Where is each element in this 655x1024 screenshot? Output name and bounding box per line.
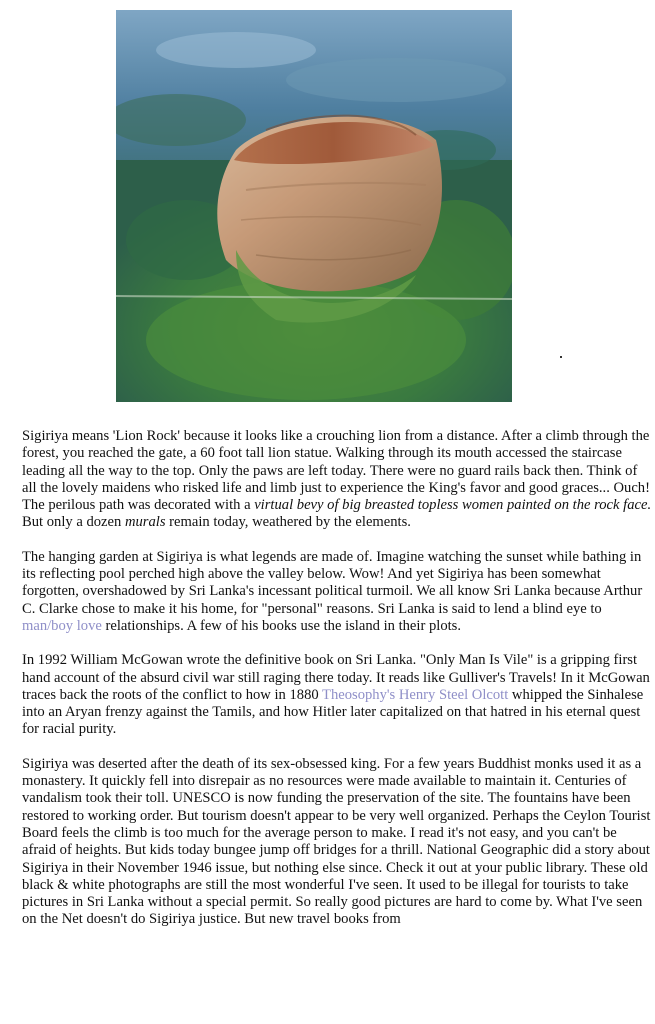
stray-mark — [560, 356, 562, 358]
paragraph-deserted — [22, 756, 654, 929]
text-run: Sigiriya was deserted after the death of its sex-obsessed king. For a few years Buddhist monks used it as a monastery. It quickly fell into disrepair as no resources were made available to maintain it. Centuries of vandalism took their toll. UNESCO is now funding the preservation of the site. The fountains have been restored to working order. But tourism doesn't appear to be very well organized. Perhaps the Ceylon Tourist Board feels the climb is too much for the average person to make. I read it's not easy, and you can't be afraid of heights. But kids today bungee jump off bridges for a thrill. National Geographic did a story about Sigiriya in their November 1946 issue, but nothing else since. Check it out at your public library. These old black & white photographs are still the most wonderful I've seen. It used to be illegal for tourists to take pictures in Sri Lanka without a special permit. So really good pictures are hard to come by. What I've seen on the Net doesn't do Sigiriya justice. But new travel books from — [22, 755, 651, 928]
text-run: The hanging garden at Sigiriya is what legends are made of. Imagine watching the sunset while bathing in its reflecting pool perched high above the valley below. Wow! And yet Sigiriya has been somewhat forgotten, overshadowed by Sri Lanka's incessant political turmoil. We all know Sri Lanka because Arthur C. Clarke chose to make it his home, for "personal" reasons. Sri Lanka is said to lend a blind eye to — [22, 548, 643, 617]
italic-text-run: virtual bevy of big breasted topless women painted on the rock face. — [254, 497, 652, 514]
olcott-link[interactable]: Theosophy's Henry Steel Olcott — [322, 686, 509, 703]
paragraph-lion-rock — [22, 428, 654, 532]
text-run: Sigiriya means 'Lion Rock' because it looks like a crouching lion from a distance. After a climb through the forest, you reached the gate, a 60 foot tall lion statue. Walking through its mouth accessed the staircase leading all the way to the top. Only the paws are left today. There were no guard rails back then. Think of all the lovely maidens who risked life and limb just to experience the King's favor and good graces... Ouch! The perilous path was decorated with a — [22, 428, 650, 514]
text-run: relationships. A few of his books use the island in their plots. — [101, 617, 461, 634]
text-run: But only a dozen — [22, 514, 125, 531]
paragraph-hanging-garden — [22, 549, 654, 635]
text-run: whipped the Sinhalese into an Aryan frenzy against the Tamils, and how Hitler later capitalized on that hatred in his eternal quest for racial purity. — [22, 686, 644, 738]
text-run: remain today, weathered by the elements. — [165, 514, 411, 531]
man-boy-love-link[interactable]: man/boy love — [22, 617, 102, 634]
sigiriya-photo — [116, 10, 512, 402]
italic-text-run: murals — [124, 514, 166, 531]
article-body — [22, 428, 654, 946]
sigiriya-photo-image — [116, 10, 512, 402]
paragraph-mcgowan — [22, 652, 654, 738]
text-run: In 1992 William McGowan wrote the definitive book on Sri Lanka. "Only Man Is Vile" is a gripping first hand account of the absurd civil war still raging there today. It reads like Gulliver's Travels! In it McGowan traces back the roots of the conflict to how in 1880 — [22, 652, 650, 703]
